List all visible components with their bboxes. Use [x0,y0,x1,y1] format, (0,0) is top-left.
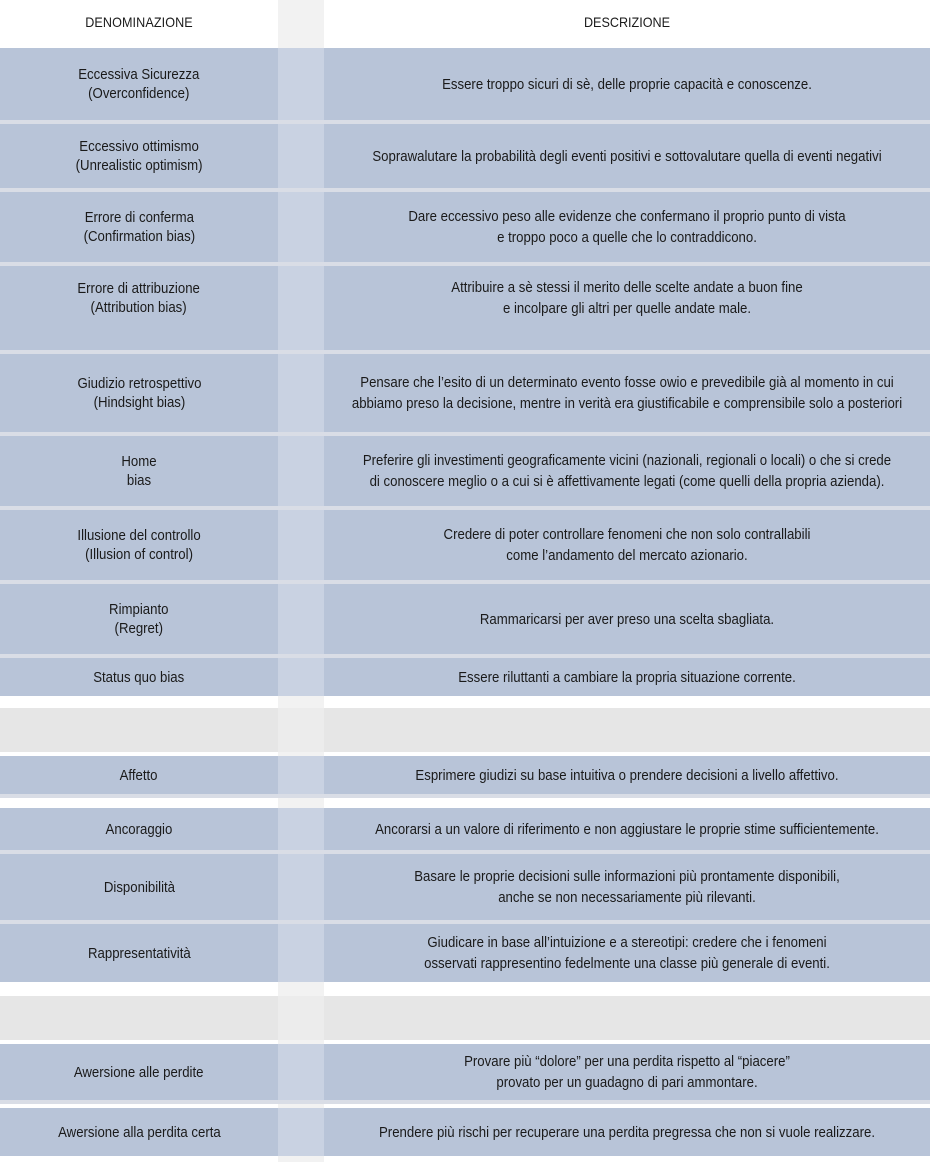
row-description: Provare più “dolore” per una perdita rispetto al “piacere” provato per un guadagno di pari ammontare. [464,1053,790,1091]
row-divider [0,794,930,798]
row-description: Dare eccessivo peso alle evidenze che confermano il proprio punto di vista e troppo poco a quelle che lo contraddicono. [408,208,846,246]
row-name: Eccessiva Sicurezza (Overconfidence) [78,66,200,102]
row-description: Soprawalutare la probabilità degli eventi positivi e sottovalutare quella di eventi negativi [372,147,882,165]
table-row [0,658,930,696]
row-name: Giudizio retrospettivo (Hindsight bias) [77,375,201,411]
table-row [0,192,930,262]
row-description: Rammaricarsi per aver preso una scelta sbagliata. [479,610,775,628]
row-description: Preferire gli investimenti geograficamente vicini (nazionali, regionali o locali) o che si crede di conoscere meglio o a cui si è affettivamente legati (come quelli della propria azienda). [362,452,892,490]
table-row [0,124,930,188]
row-divider [0,1100,930,1104]
row-name: Eccessivo ottimismo (Unrealistic optimism) [75,138,203,174]
table-row [0,584,930,654]
row-name: Errore di attribuzione (Attribution bias) [77,280,201,316]
row-name: Affetto [120,766,158,784]
row-name: Rappresentatività [87,944,191,962]
table-row [0,924,930,982]
table-row [0,266,930,350]
table-row [0,756,930,794]
table-row [0,854,930,920]
header-descrizione: DESCRIZIONE [583,14,671,30]
row-name: Awersione alla perdita certa [57,1123,221,1141]
row-description: Esprimere giudizi su base intuitiva o prendere decisioni a livello affettivo. [415,766,839,784]
table-row [0,1044,930,1100]
section-spacer-row [0,996,930,1040]
header-denominazione: DENOMINAZIONE [85,14,193,30]
table-row [0,808,930,850]
table-row [0,1108,930,1156]
row-description: Pensare che l’esito di un determinato evento fosse owio e prevedibile già al momento in cui abbiamo preso la decisione, mentre in verità era giustificabile e comprensibile solo a posteriori [351,374,903,412]
table-row [0,510,930,580]
row-description: Prendere più rischi per recuperare una perdita pregressa che non si vuole realizzare. [378,1123,876,1141]
row-description: Attribuire a sè stessi il merito delle scelte andate a buon fine e incolpare gli altri per quelle andate male. [451,279,803,317]
row-name: Status quo bias [93,668,185,686]
table-header [0,0,930,44]
row-name: Ancoraggio [105,820,173,838]
row-description: Credere di poter controllare fenomeni che non solo contrallabili come l’andamento del mercato azionario. [443,526,811,564]
row-description: Essere riluttanti a cambiare la propria situazione corrente. [458,668,796,686]
row-name: Rimpianto (Regret) [109,601,169,637]
row-description: Giudicare in base all’intuizione e a stereotipi: credere che i fenomeni osservati rappresentino fedelmente una classe più generale di eventi. [424,934,830,972]
row-name: Illusione del controllo (Illusion of control) [77,527,201,563]
row-name: Errore di conferma (Confirmation bias) [83,209,195,245]
row-name: Home bias [121,453,157,489]
row-name: Awersione alle perdite [74,1063,204,1081]
row-description: Essere troppo sicuri di sè, delle proprie capacità e conoscenze. [442,75,812,93]
table-row [0,354,930,432]
table-row [0,48,930,120]
table-row [0,436,930,506]
row-description: Basare le proprie decisioni sulle informazioni più prontamente disponibili, anche se non necessariamente più rilevanti. [414,868,840,906]
row-name: Disponibilità [103,878,175,896]
section-spacer-row [0,708,930,752]
row-description: Ancorarsi a un valore di riferimento e non aggiustare le proprie stime sufficientemente. [375,820,879,838]
